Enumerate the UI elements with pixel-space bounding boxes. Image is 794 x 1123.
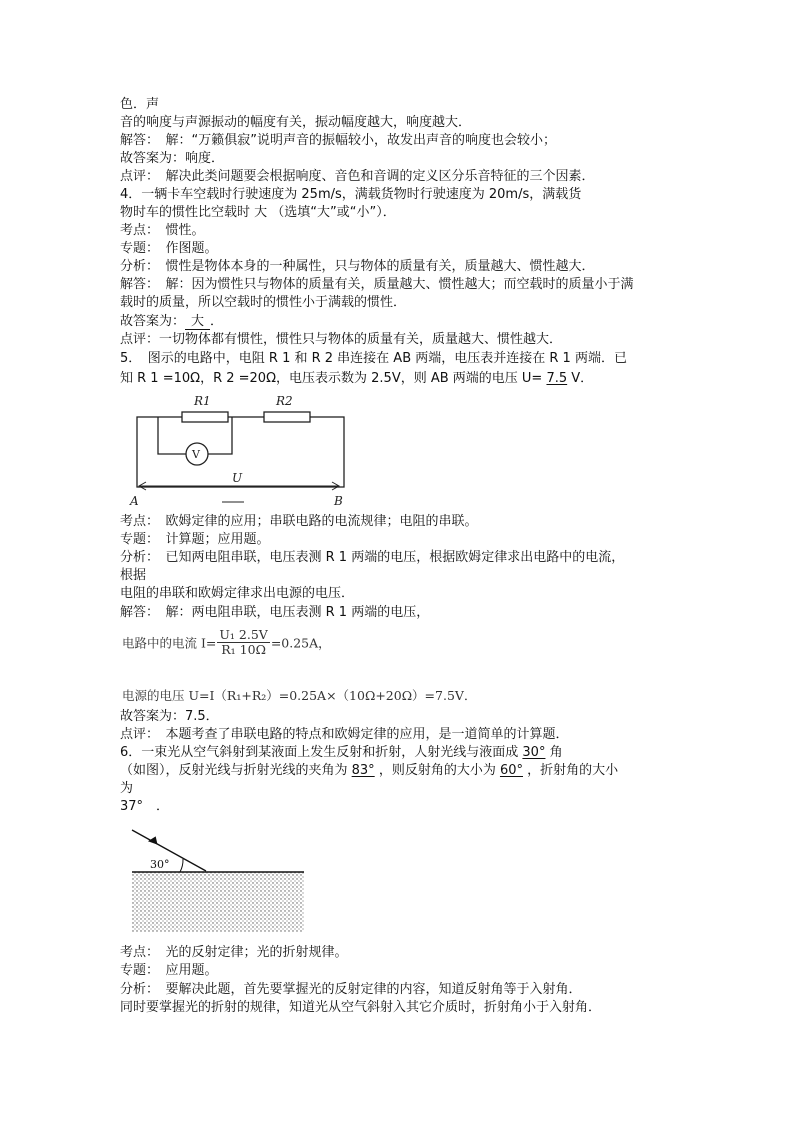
light-refraction-diagram: [128, 826, 308, 936]
q6-stem1-post: 角: [545, 745, 563, 760]
angle-arc: [180, 859, 183, 872]
q3-comment: 点评： 解决此类问题要会根据响度、音色和音调的定义区分乐音特征的三个因素．: [120, 169, 595, 184]
q6-blank-incident-angle: 30°: [522, 745, 546, 760]
q6-stem-line1: [120, 744, 563, 762]
q4-stem-pre: 物时车的惯性比空载时: [120, 205, 255, 220]
q5-fenxi-line1: 分析： 已知两电阻串联，电压表测 R 1 两端的电压，根据欧姆定律求出电路中的电流，: [120, 550, 625, 565]
q5-stem-line1: 5． 图示的电路中，电阻 R 1 和 R 2 串连接在 AB 两端，电压表并连接在 R 1 两端．已: [120, 351, 627, 366]
q5-fenxi-line3: 电阻的串联和欧姆定律求出电源的电压．: [120, 586, 355, 601]
q5-kaodian: 考点： 欧姆定律的应用；串联电路的电流规律；电阻的串联。: [120, 514, 478, 529]
q4-final-post: ．: [210, 314, 224, 329]
q6-stem-line2: [120, 762, 618, 780]
label-b: B: [334, 494, 343, 508]
q4-stem-line1: 4．一辆卡车空载时行驶速度为 25m/s，满载货物时行驶速度为 20m/s，满载货: [120, 187, 582, 202]
q5-final-answer: 故答案为：7.5．: [120, 709, 219, 724]
q4-final-blank: 大: [185, 315, 210, 330]
q4-final-answer: [120, 313, 223, 331]
angle-label: 30°: [150, 858, 170, 871]
q5-zhuanti: 专题： 计算题；应用题。: [120, 532, 270, 547]
label-r1: R1: [194, 394, 211, 408]
q5-blank-answer: 7.5: [546, 371, 568, 386]
q5-comment: 点评： 本题考查了串联电路的特点和欧姆定律的应用，是一道简单的计算题．: [120, 727, 569, 742]
resistor-r1: [182, 412, 228, 422]
resistor-r2: [264, 412, 310, 422]
label-u: U: [232, 471, 243, 485]
liquid-region: [132, 872, 304, 932]
circuit-diagram: [124, 392, 356, 510]
formula1-numerator: U₁ 2.5V: [219, 627, 268, 642]
q4-comment: 点评：一切物体都有惯性，惯性只与物体的质量有关，质量越大、惯性越大．: [120, 332, 563, 347]
q6-stem-line3: 为: [120, 781, 134, 796]
q5-voltage-formula: 电源的电压 U=I（R₁+R₂）=0.25A×（10Ω+20Ω）=7.5V．: [122, 688, 477, 703]
q3-line-b: 音的响度与声源振动的幅度有关，振动幅度越大，响度越大．: [120, 115, 472, 130]
q3-final-answer: 故答案为：响度．: [120, 151, 225, 166]
q5-jieda: 解答： 解：两电阻串联，电压表测 R 1 两端的电压，: [120, 605, 430, 620]
formula1-denominator: R₁ 10Ω: [221, 642, 266, 657]
q5-stem-line2: [120, 370, 593, 388]
q4-final-label: 故答案为：: [120, 314, 186, 329]
q6-blank-reflection-angle: 60°: [499, 763, 523, 778]
q6-stem2-mid: ，则反射角的大小为: [374, 763, 500, 778]
q6-stem-line4: 37° ．: [120, 799, 170, 814]
q4-kaodian: 考点： 惯性。: [120, 223, 205, 238]
q4-stem-line2: [120, 204, 396, 222]
q4-stem-post: （选填“大”或“小”）．: [267, 205, 396, 220]
q6-kaodian: 考点： 光的反射定律；光的折射规律。: [120, 945, 348, 960]
q4-zhuanti: 专题： 作图题。: [120, 241, 218, 256]
q4-jieda-line2: 载时的质量，所以空载时的惯性小于满载的惯性．: [120, 295, 407, 310]
formula1-fraction: [217, 628, 269, 657]
formula1-post: =0.25A，: [270, 635, 331, 651]
label-r2: R2: [276, 394, 293, 408]
q6-fenxi-line1: 分析： 要解决此题，首先要掌握光的反射定律的内容，知道反射角等于入射角．: [120, 982, 582, 997]
q3-line-a: 色．声: [120, 97, 160, 112]
q5-stem-post: V．: [567, 371, 594, 386]
label-v: V: [192, 448, 200, 461]
q4-fenxi: 分析： 惯性是物体本身的一种属性，只与物体的质量有关，质量越大、惯性越大．: [120, 259, 595, 274]
formula1-pre: 电路中的电流 I=: [122, 635, 217, 651]
q6-stem2-pre: （如图），反射光线与折射光线的夹角为: [120, 763, 352, 778]
q5-stem-pre: 知 R 1 =10Ω，R 2 =20Ω，电压表示数为 2.5V，则 AB 两端的电压 U=: [120, 371, 547, 386]
q6-stem1-pre: 6．一束光从空气斜射到某液面上发生反射和折射，人射光线与液面成: [120, 745, 523, 760]
q5-fenxi-line2: 根据: [120, 568, 147, 583]
q5-current-formula: [122, 628, 331, 657]
q3-answer: 解答： 解：“万籁俱寂”说明声音的振幅较小，故发出声音的响度也会较小；: [120, 133, 556, 148]
label-a: A: [130, 494, 139, 508]
q6-zhuanti: 专题： 应用题。: [120, 963, 218, 978]
q4-blank-answer: 大: [254, 205, 268, 220]
q6-stem2-post: ，折射角的大小: [523, 763, 619, 778]
q6-fenxi-line2: 同时要掌握光的折射的规律，知道光从空气斜射入其它介质时，折射角小于入射角．: [120, 1000, 602, 1015]
q6-blank-angle-between: 83°: [351, 763, 375, 778]
q4-jieda-line1: 解答： 解：因为惯性只与物体的质量有关，质量越大、惯性越大；而空载时的质量小于满: [120, 277, 634, 292]
